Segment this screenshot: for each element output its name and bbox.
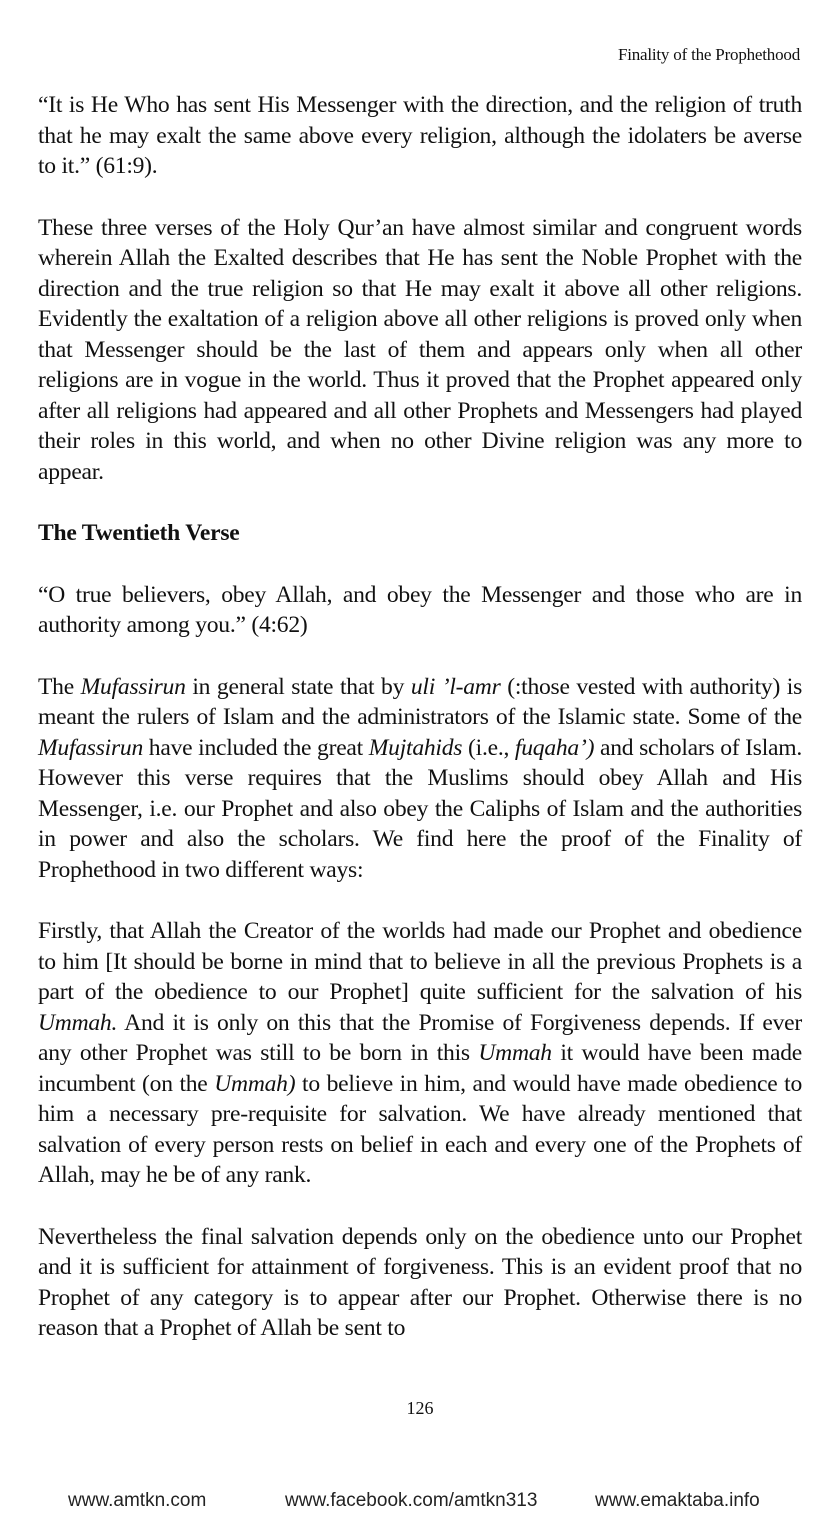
running-head-title: Finality of the Prophethood	[617, 45, 800, 64]
text-run: (:those vested with authority) is meant the rulers of Islam and the administrators of the Islamic state. Some of the	[38, 673, 803, 730]
text-run: Firstly, that Allah the Creator of the worlds had made our Prophet and obedience to him [It should be borne in mind that to believe in all the previous Prophets is a part of the obedience to our Prophet] quite sufficient for the salvation of his	[38, 918, 802, 1005]
italic-term: Mufassirun	[80, 673, 186, 700]
footer-link-amtkn[interactable]: www.amtkn.com	[68, 1490, 207, 1511]
quote-paragraph-61-9: “It is He Who has sent His Messenger with the direction, and the religion of truth that he may exalt the same above every religion, although the idolaters be averse to it.” (61:9).	[38, 92, 802, 179]
italic-term: Mufassirun	[38, 734, 143, 761]
section-heading: The Twentieth Verse	[38, 520, 240, 546]
nevertheless-paragraph: Nevertheless the final salvation depends only on the obedience unto our Prophet and it is sufficient for attainment of forgiveness. This is an evident proof that no Prophet of any category is to appear after our Prophet. Otherwise there is no reason that a Prophet of Allah be sent to	[38, 1223, 802, 1341]
italic-term: uli ’l-amr	[410, 673, 501, 700]
page-number: 126	[406, 1398, 434, 1418]
text-run: And it is only on this that the Promise of Forgiveness depends. If ever any other Prophet was still to be born in this	[38, 1009, 802, 1066]
italic-term: Ummah.	[38, 1009, 118, 1036]
text-run: The	[38, 673, 81, 700]
text-run: in general state that by	[185, 673, 411, 700]
page-body	[38, 90, 802, 1344]
italic-term: Ummah	[478, 1040, 552, 1066]
text-run: and scholars of Islam. However this verse requires that the Muslims should obey Allah and His Messenger, i.e. our Prophet and also obey the Caliphs of Islam and the authorities in power and also the scholars. We find here the proof of the Finality of Prophethood in two different ways:	[38, 734, 802, 883]
italic-term: Ummah)	[214, 1070, 296, 1097]
firstly-paragraph	[38, 916, 802, 1191]
text-run: have included the great	[143, 734, 369, 761]
text-run: it would have been made incumbent (on the	[38, 1040, 802, 1097]
mufassirun-paragraph	[38, 672, 802, 886]
footer-link-emaktaba[interactable]: www.emaktaba.info	[595, 1490, 760, 1511]
text-run: (i.e.,	[462, 734, 515, 761]
quote-paragraph-4-62: “O true believers, obey Allah, and obey the Messenger and those who are in authority among you.” (4:62)	[38, 581, 802, 638]
text-run: to believe in him, and would have made obedience to him a necessary pre-requisite for salvation. We have already mentioned that salvation of every person rests on belief in each and every one of the Prophets of Allah, may he be of any rank.	[38, 1070, 802, 1188]
italic-term: fuqaha’)	[514, 734, 595, 761]
commentary-paragraph: These three verses of the Holy Qur’an have almost similar and congruent words wherein Allah the Exalted describes that He has sent the Noble Prophet with the direction and the true religion so that He may exalt it above all other religions. Evidently the exaltation of a religion above all other religions is proved only when that Messenger should be the last of them and appears only when all other religions are in vogue in the world. Thus it proved that the Prophet appeared only after all religions had appeared and all other Prophets and Messengers had played their roles in this world, and when no other Divine religion was any more to appear.	[38, 214, 802, 485]
italic-term: Mujtahids	[368, 734, 463, 761]
footer-link-facebook[interactable]: www.facebook.com/amtkn313	[285, 1490, 538, 1511]
